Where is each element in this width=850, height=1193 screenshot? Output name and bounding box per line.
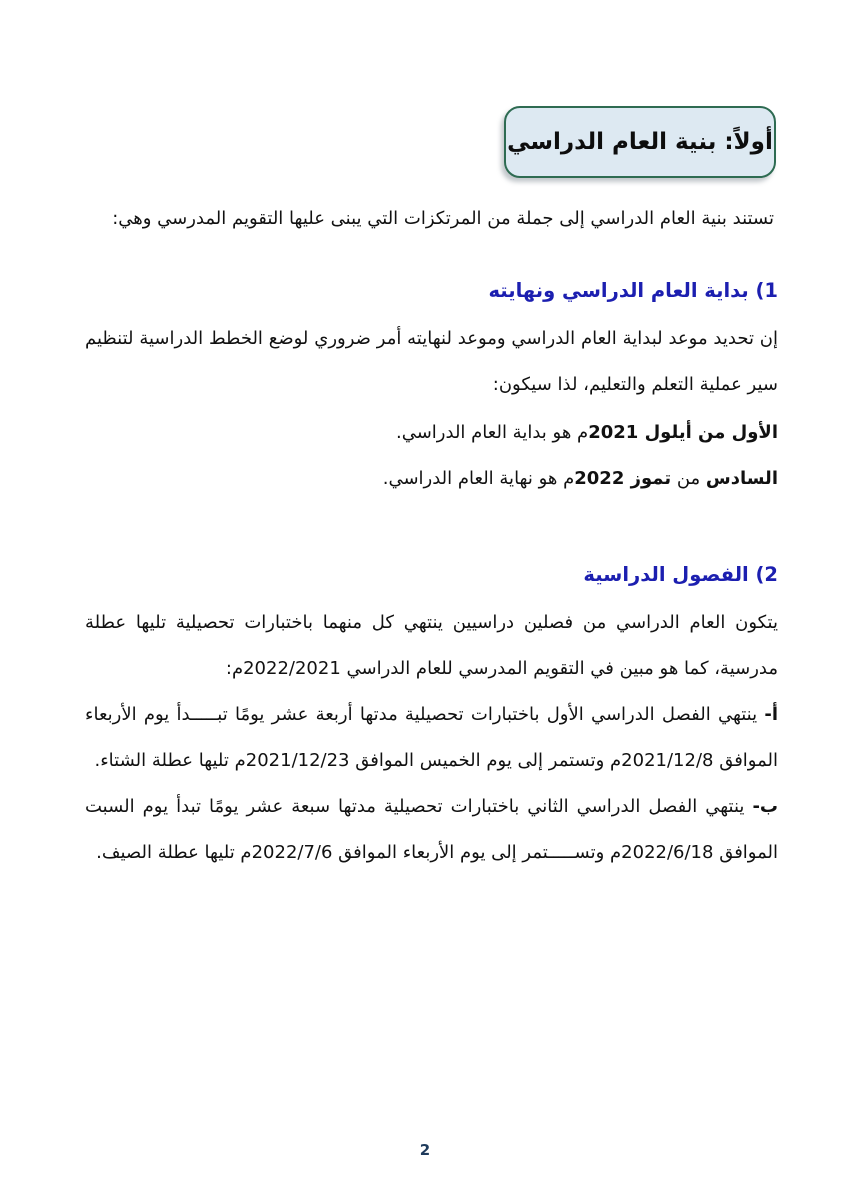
page-number: 2 [419,1141,431,1159]
section1-heading: 1) بداية العام الدراسي ونهايته [488,279,778,302]
section1-body: إن تحديد موعد لبداية العام الدراسي وموعد لنهايته أمر ضروري لوضع الخطط الدراسية لتنظيم سير عملية التعلم والتعليم، لذا سيكون: [85,328,778,395]
year-end-bold2: تموز 2022 [574,468,672,489]
year-start-rest: م هو بداية العام الدراسي. [396,422,589,443]
list-item-b [85,784,778,876]
intro-paragraph: تستند بنية العام الدراسي إلى جملة من المرتكزات التي يبنى عليها التقويم المدرسي وهي: [112,208,774,229]
list-item-a [85,692,778,784]
year-start-bold: الأول من أيلول 2021 [588,422,778,443]
list-item-a-marker: أ- [764,704,778,725]
section2-body: يتكون العام الدراسي من فصلين دراسيين ينتهي كل منهما باختبارات تحصيلية تليها عطلة مدرسية، كما هو مبين في التقويم المدرسي للعام الدراسي 2022/2021م: [85,612,778,679]
year-end-bold1: السادس [705,468,778,489]
section2-heading: 2) الفصول الدراسية [583,563,778,586]
section-title: أولاً: بنية العام الدراسي [507,129,773,155]
section-title-box [504,106,776,178]
list-item-b-text: ينتهي الفصل الدراسي الثاني باختبارات تحصيلية مدتها سبعة عشر يومًا تبدأ يوم السبت الموافق 2022/6/18م وتســـــتمر إلى يوم الأربعاء الموافق 2022/7/6م تليها عطلة الصيف. [85,796,778,863]
list-item-b-marker: ب- [752,796,778,817]
year-end-line [85,456,778,502]
year-end-rest: م هو نهاية العام الدراسي. [382,468,575,489]
year-end-mid: من [671,468,706,489]
list-item-a-text: ينتهي الفصل الدراسي الأول باختبارات تحصيلية مدتها أربعة عشر يومًا تبـــــدأ يوم الأربعاء الموافق 2021/12/8م وتستمر إلى يوم الخميس الموافق 2021/12/23م تليها عطلة الشتاء. [85,704,778,771]
year-start-line [85,410,778,456]
